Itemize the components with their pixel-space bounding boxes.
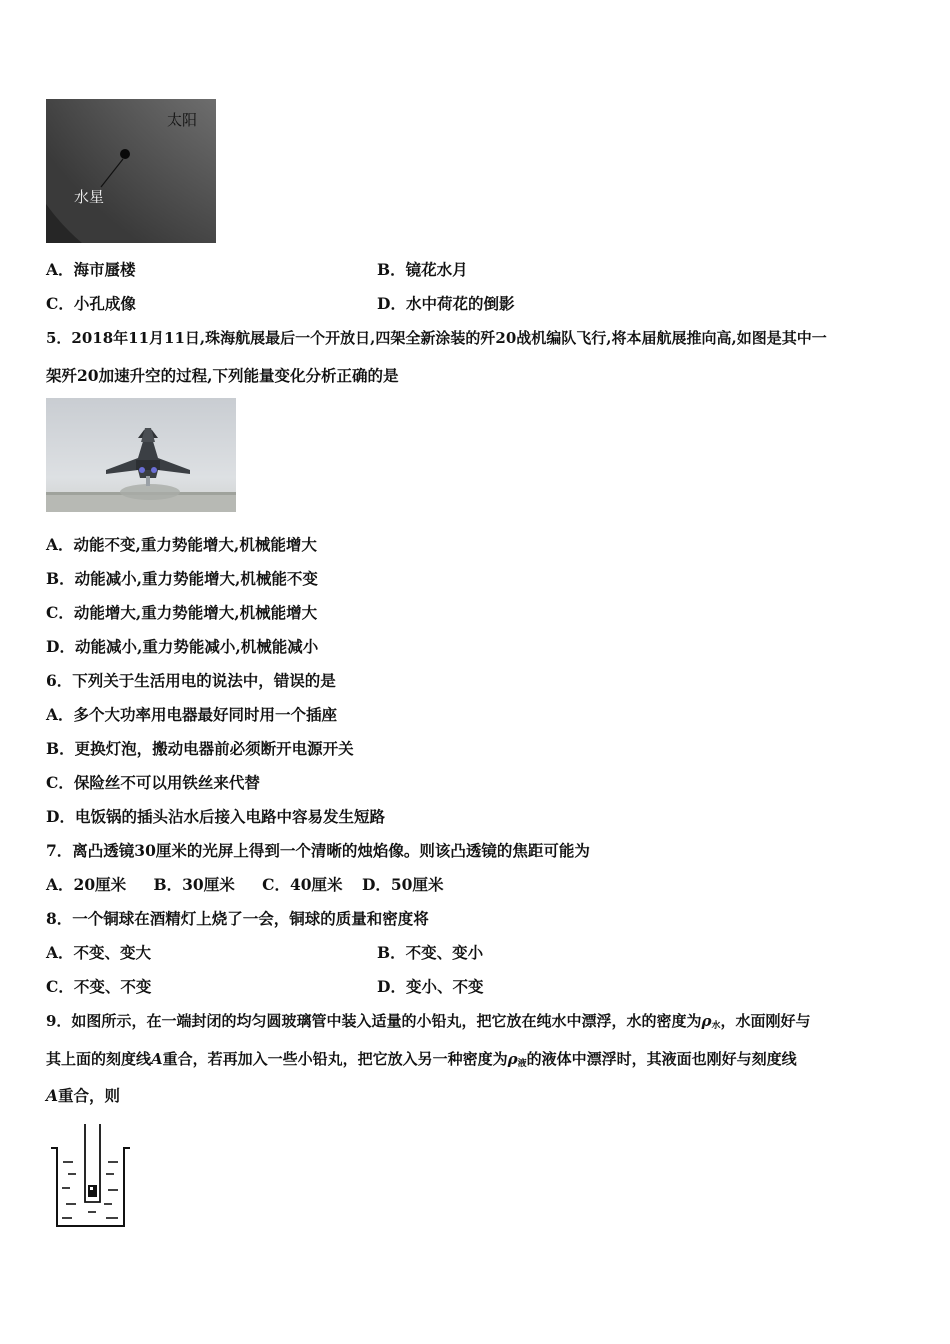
q7-option-b: B．30厘米 — [153, 875, 235, 894]
q7-options — [46, 875, 443, 895]
beaker-tube-figure — [48, 1124, 138, 1230]
q4-option-d: D．水中荷花的倒影 — [377, 294, 515, 313]
q7-option-a: A．20厘米 — [46, 875, 127, 894]
q4-option-a: A．海市蜃楼 — [46, 260, 136, 279]
q5-option-d: D．动能减小,重力势能减小,机械能减小 — [46, 637, 319, 656]
q5-stem-line-1: 5．2018年11月11日,珠海航展最后一个开放日,四架全新涂装的歼20战机编队飞行,将本届航展推向高,如图是其中一 — [46, 329, 827, 347]
q8-option-c: C．不变、不变 — [46, 977, 152, 996]
q5-stem-line-2: 架歼20加速升空的过程,下列能量变化分析正确的是 — [46, 366, 399, 385]
q5-option-a: A．动能不变,重力势能增大,机械能增大 — [46, 535, 317, 554]
q8-stem: 8．一个铜球在酒精灯上烧了一会，铜球的质量和密度将 — [46, 909, 429, 928]
q7-option-d: D．50厘米 — [361, 875, 444, 894]
q5-option-b: B．动能减小,重力势能增大,机械能不变 — [46, 569, 318, 588]
q8-option-a: A．不变、变大 — [46, 943, 152, 962]
q6-option-b: B．更换灯泡，搬动电器前必须断开电源开关 — [46, 739, 354, 758]
sun-label: 太阳 — [167, 111, 198, 129]
q9-stem-line-2: 其上面的刻度线A重合，若再加入一些小铅丸，把它放入另一种密度为$\rho_液$的液体中漂浮时，其液面也刚好与刻度线 — [46, 1050, 797, 1069]
q9-stem-line-1: 9．如图所示，在一端封闭的均匀圆玻璃管中装入适量的小铅丸，把它放在纯水中漂浮，水的密度为$\rho_水$，水面刚好与 — [46, 1012, 811, 1031]
q6-option-d: D．电饭锅的插头沾水后接入电路中容易发生短路 — [46, 807, 385, 826]
mercury-transit-figure — [46, 99, 216, 243]
q8-option-d: D．变小、不变 — [377, 977, 484, 996]
q6-option-a: A．多个大功率用电器最好同时用一个插座 — [46, 705, 338, 724]
q9-stem-line-3: A重合，则 — [46, 1086, 121, 1105]
mercury-label: 水星 — [74, 188, 105, 206]
q6-option-c: C．保险丝不可以用铁丝来代替 — [46, 773, 260, 792]
q4-option-b: B．镜花水月 — [377, 260, 468, 279]
q8-option-b: B．不变、变小 — [377, 943, 484, 962]
mercury-dot — [120, 149, 130, 159]
q6-stem: 6．下列关于生活用电的说法中，错误的是 — [46, 671, 336, 690]
q7-stem: 7．离凸透镜30厘米的光屏上得到一个清晰的烛焰像。则该凸透镜的焦距可能为 — [46, 841, 590, 860]
q4-option-c: C．小孔成像 — [46, 294, 136, 313]
q7-option-c: C．40厘米 — [262, 875, 343, 894]
q5-option-c: C．动能增大,重力势能增大,机械能增大 — [46, 603, 318, 622]
fighter-jet-figure — [46, 398, 236, 512]
